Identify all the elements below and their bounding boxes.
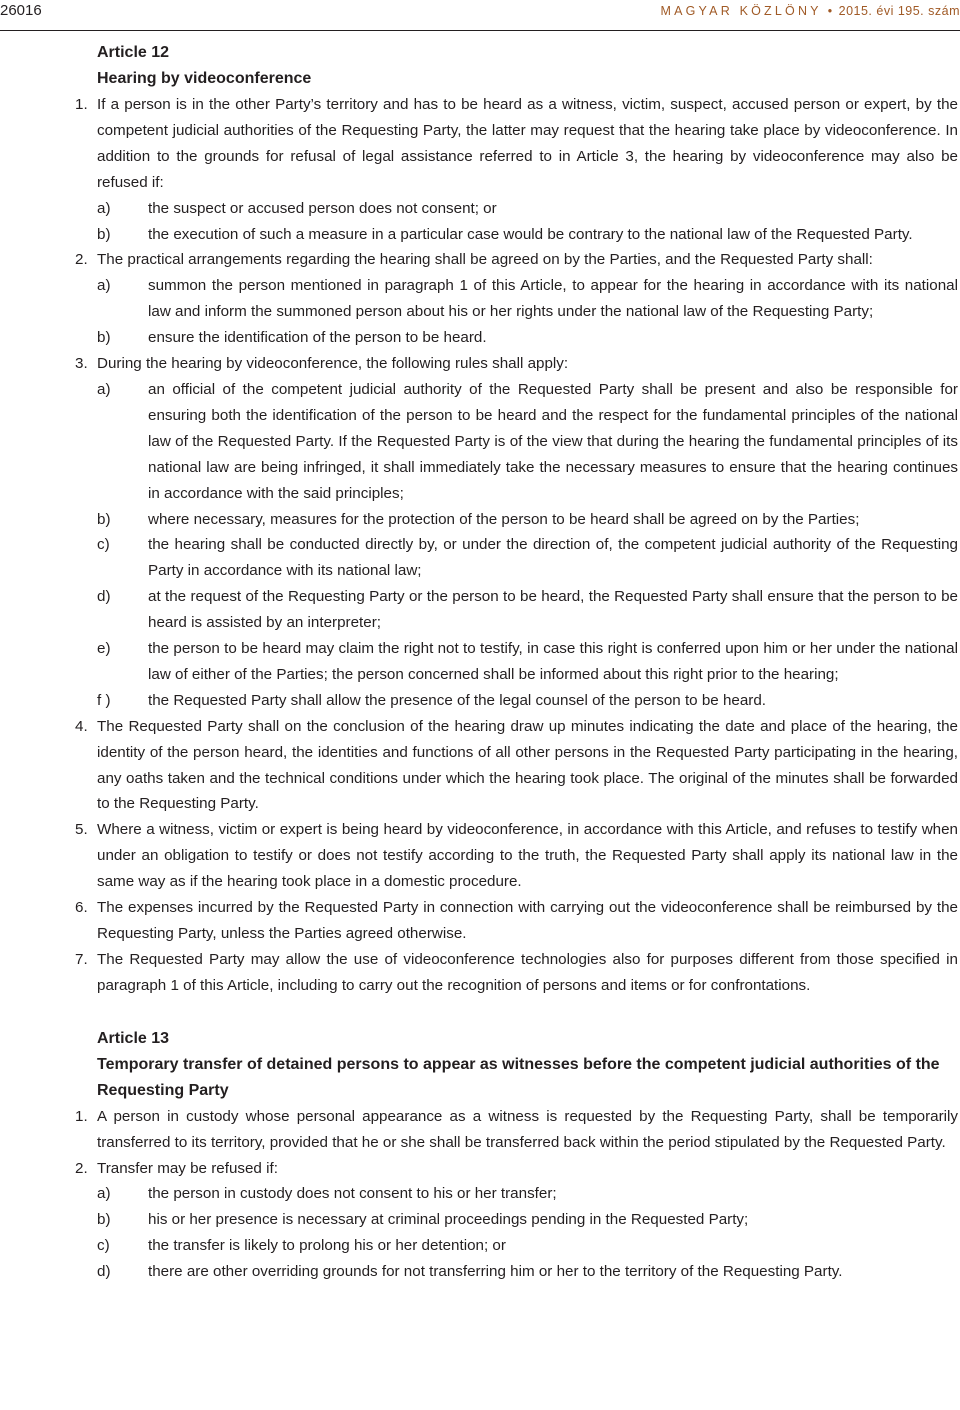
paragraph-text: The practical arrangements regarding the hearing shall be agreed on by the Parties, and the Requested Party shall: (97, 251, 873, 269)
item-text: ensure the identification of the person to be heard. (148, 329, 487, 347)
list-item (0, 1259, 958, 1285)
article-12-subtitle: Hearing by videoconference (97, 70, 312, 87)
item-label: c) (97, 1237, 110, 1255)
list-item (0, 507, 958, 533)
list-item (0, 584, 958, 636)
item-text: at the request of the Requesting Party or the person to be heard, the Requested Party shall ensure that the person to be heard is assisted by an interpreter; (148, 588, 958, 632)
item-label: b) (97, 1211, 111, 1229)
article-13-paragraph-2 (0, 1156, 958, 1182)
item-label: a) (97, 380, 111, 398)
article-12-paragraph-4 (0, 714, 958, 818)
list-item (0, 222, 958, 248)
item-text: the hearing shall be conducted directly by, or under the direction of, the competent judicial authority of the Requesting Party in accordance with its national law; (148, 536, 958, 580)
item-text: an official of the competent judicial authority of the Requested Party shall be present and also be responsible for ensuring both the identification of the person to be heard and the respect for the fundamental principles of the national law of the Requested Party. If the Requested Party is of the view that during the hearing the fundamental principles of its national law are being infringed, it shall immediately take the necessary measures to ensure that the hearing continues in accordance with the said principles; (148, 380, 958, 502)
paragraph-text: A person in custody whose personal appearance as a witness is requested by the Requesting Party, shall be temporarily transferred to its territory, provided that he or she shall be transferred back within the period stipulated by the Requested Party. (97, 1107, 958, 1151)
article-13-paragraph-1 (0, 1104, 958, 1156)
paragraph-number: 7. (75, 950, 88, 968)
item-text: there are other overriding grounds for not transferring him or her to the territory of the Requesting Party. (148, 1263, 843, 1281)
list-item (0, 1181, 958, 1207)
page-number: 26016 (0, 2, 42, 19)
item-label: d) (97, 1263, 111, 1281)
item-label: b) (97, 510, 111, 528)
item-label: e) (97, 640, 111, 658)
list-item (0, 688, 958, 714)
paragraph-text: If a person is in the other Party’s territory and has to be heard as a witness, victim, suspect, accused person or expert, by the competent judicial authorities of the Requesting Party, the latter may request that the hearing take place by videoconference. In addition to the grounds for refusal of legal assistance referred to in Article 3, the hearing by videoconference may also be refused if: (97, 96, 958, 191)
article-12-paragraph-3 (0, 351, 958, 377)
list-item (0, 532, 958, 584)
list-item (0, 1233, 958, 1259)
item-label: a) (97, 1185, 111, 1203)
item-label: b) (97, 225, 111, 243)
page-header (0, 0, 960, 31)
list-item (0, 636, 958, 688)
paragraph-number: 1. (75, 1107, 88, 1125)
item-text: the person to be heard may claim the right not to testify, in case this right is conferred upon him or her under the national law of either of the Parties; the person concerned shall be informed about this right prior to the hearing; (148, 640, 958, 683)
journal-name: MAGYAR KÖZLÖNY (660, 4, 822, 18)
item-text: the transfer is likely to prolong his or her detention; or (148, 1237, 506, 1255)
item-label: f ) (97, 691, 111, 709)
paragraph-text: Transfer may be refused if: (97, 1159, 278, 1177)
item-label: a) (97, 199, 111, 217)
item-text: summon the person mentioned in paragraph 1 of this Article, to appear for the hearing in accordance with its national law and inform the summoned person about his or her rights under the national law of the Requesting Party; (148, 277, 958, 321)
item-label: d) (97, 588, 111, 606)
list-item (0, 273, 958, 325)
article-12-paragraph-2 (0, 247, 958, 273)
article-12-paragraph-1 (0, 92, 958, 196)
article-12-paragraph-5 (0, 817, 958, 895)
article-12-title: Article 12 (97, 44, 170, 61)
list-item (0, 196, 958, 222)
item-label: c) (97, 536, 110, 554)
paragraph-number: 3. (75, 355, 88, 373)
document-body (0, 40, 958, 1285)
item-text: the suspect or accused person does not consent; or (148, 199, 497, 217)
paragraph-text: The Requested Party shall on the conclusion of the hearing draw up minutes indicating the date and place of the hearing, the identity of the person heard, the identities and functions of all other persons in the Requested Party participating in the hearing, any oaths taken and the technical conditions under which the hearing took place. The original of the minutes shall be forwarded to the Requesting Party. (97, 717, 958, 813)
list-item (0, 325, 958, 351)
paragraph-number: 1. (75, 96, 88, 113)
paragraph-number: 6. (75, 899, 88, 917)
item-text: the Requested Party shall allow the presence of the legal counsel of the person to be heard. (148, 691, 767, 709)
paragraph-text: The Requested Party may allow the use of videoconference technologies also for purposes different from those specified in paragraph 1 of this Article, including to carry out the recognition of persons and items or for confrontations. (97, 950, 958, 994)
item-text: the execution of such a measure in a particular case would be contrary to the national law of the Requested Party. (148, 225, 913, 243)
article-13-title: Article 13 (97, 1029, 170, 1047)
paragraph-number: 4. (75, 717, 88, 735)
list-item (0, 377, 958, 507)
paragraph-number: 5. (75, 821, 88, 839)
item-label: b) (97, 329, 111, 347)
section-spacer (0, 999, 958, 1026)
paragraph-number: 2. (75, 1159, 88, 1177)
article-12-paragraph-7 (0, 947, 958, 999)
item-text: where necessary, measures for the protection of the person to be heard shall be agreed on by the Parties; (148, 510, 860, 528)
article-13-subtitle: Temporary transfer of detained persons to appear as witnesses before the competent judicial authorities of the Requesting Party (97, 1055, 940, 1099)
paragraph-number: 2. (75, 251, 88, 269)
journal-info (660, 4, 960, 18)
item-label: a) (97, 277, 111, 295)
item-text: his or her presence is necessary at criminal proceedings pending in the Requested Party; (148, 1211, 749, 1229)
item-text: the person in custody does not consent to his or her transfer; (148, 1185, 557, 1203)
list-item (0, 1207, 958, 1233)
paragraph-text: The expenses incurred by the Requested Party in connection with carrying out the videoconference shall be reimbursed by the Requesting Party, unless the Parties agreed otherwise. (97, 899, 958, 942)
paragraph-text: During the hearing by videoconference, the following rules shall apply: (97, 355, 569, 373)
article-12-paragraph-6 (0, 895, 958, 947)
paragraph-text: Where a witness, victim or expert is being heard by videoconference, in accordance with this Article, and refuses to testify when under an obligation to testify or does not testify according to the truth, the Requested Party shall apply its national law in the same way as if the hearing took place in a domestic procedure. (97, 821, 958, 891)
bullet-separator: • (827, 4, 833, 18)
issue-label: 2015. évi 195. szám (838, 4, 960, 18)
